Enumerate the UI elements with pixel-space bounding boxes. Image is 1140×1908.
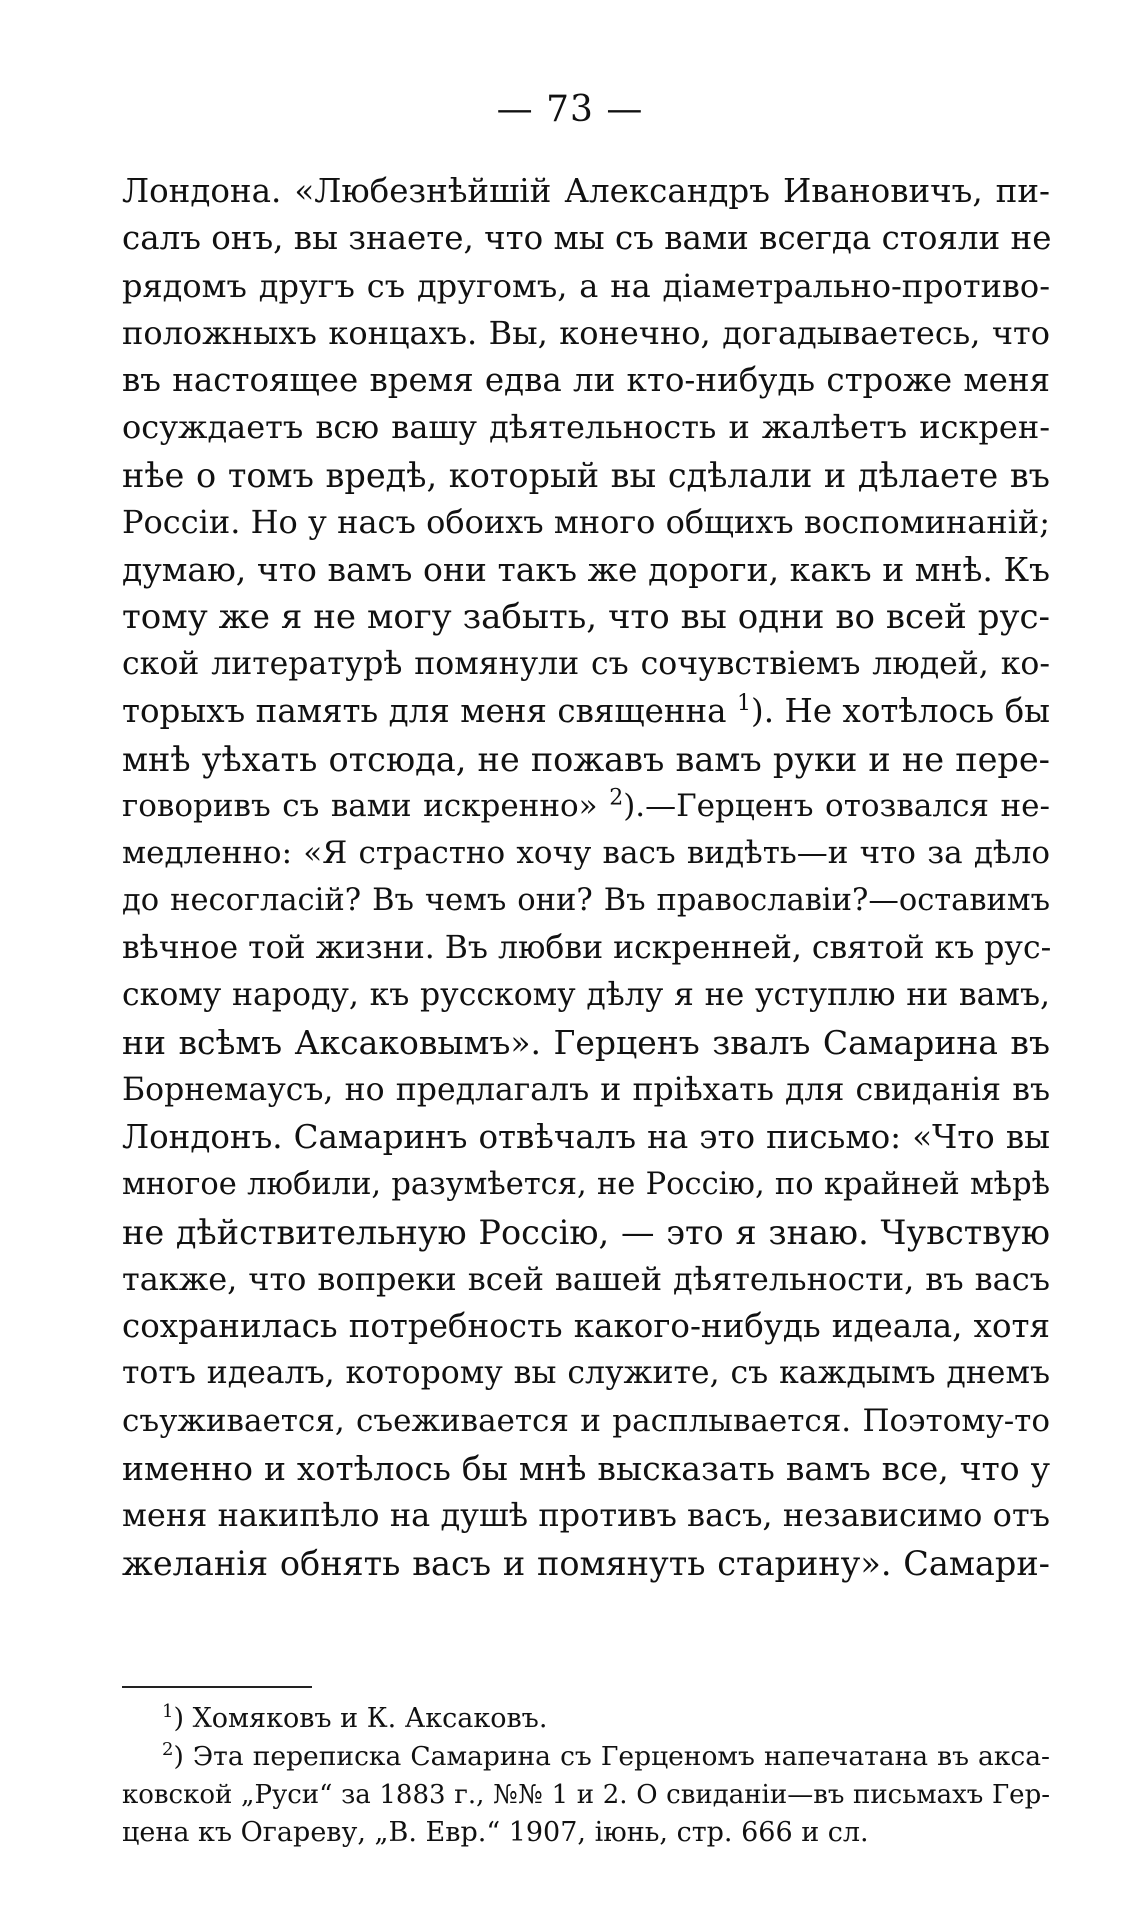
text-line-6: осуждаетъ всю вашу дѣятельность и жалѣетъ искрен- bbox=[122, 408, 1050, 447]
footnotes bbox=[122, 1700, 1050, 1852]
text-line-14 bbox=[122, 783, 1050, 830]
text-line-12-head: торыхъ память для меня священна bbox=[122, 692, 727, 731]
footnote-2-text-1: ) Эта переписка Самарина съ Герценомъ напечатана въ акса- bbox=[173, 1741, 1050, 1772]
text-line-21: Лондонъ. Самаринъ отвѣчалъ на это письмо: «Что вы bbox=[122, 1117, 1050, 1156]
text-line-13: мнѣ уѣхать отсюда, не пожавъ вамъ руки и не пере- bbox=[122, 739, 1050, 779]
text-line-16: до несогласій? Въ чемъ они? Въ православіи?—оставимъ bbox=[122, 883, 1050, 919]
footnote-ref-1: 1 bbox=[737, 691, 752, 717]
text-line-29: меня накипѣло на душѣ противъ васъ, независимо отъ bbox=[122, 1496, 1050, 1535]
footnote-ref-2: 2 bbox=[609, 785, 624, 811]
text-line-26: тотъ идеалъ, которому вы служите, съ каждымъ днемъ bbox=[122, 1355, 1050, 1392]
footnote-1 bbox=[122, 1700, 1050, 1738]
footnote-2-line-2: ковской „Руси“ за 1883 г., №№ 1 и 2. О свиданіи—въ письмахъ Гер- bbox=[122, 1780, 1050, 1810]
footnote-2-line-3: цена къ Огареву, „В. Евр.“ 1907, іюнь, стр. 666 и сл. bbox=[122, 1817, 869, 1848]
text-line-2: салъ онъ, вы знаете, что мы съ вами всегда стояли не bbox=[122, 219, 1052, 258]
page-number: — 73 — bbox=[496, 89, 644, 130]
text-line-7: нѣе о томъ вредѣ, который вы сдѣлали и дѣлаете въ bbox=[122, 455, 1050, 495]
footnote-2-line-1 bbox=[122, 1738, 1050, 1776]
body-text bbox=[122, 168, 1050, 1587]
text-line-12-tail: ). Не хотѣлось бы bbox=[751, 692, 1050, 731]
text-line-20: Борнемаусъ, но предлагалъ и пріѣхать для свиданія въ bbox=[122, 1071, 1050, 1108]
text-line-25: сохранилась потребность какого-нибудь идеала, хотя bbox=[122, 1307, 1050, 1346]
text-line-9: думаю, что вамъ они такъ же дороги, какъ и мнѣ. Къ bbox=[122, 550, 1050, 590]
text-line-23: не дѣйствительную Россію, — это я знаю. Чувствую bbox=[122, 1212, 1050, 1252]
text-line-14-tail: ).—Герценъ отозвался не- bbox=[623, 787, 1050, 824]
text-line-12 bbox=[122, 688, 1050, 735]
text-line-3: рядомъ другъ съ другомъ, а на діаметрально-противо- bbox=[122, 266, 1050, 305]
text-line-17: вѣчное той жизни. Въ любви искренней, святой къ рус- bbox=[122, 929, 1052, 966]
text-line-15: медленно: «Я страстно хочу васъ видѣть—и что за дѣло bbox=[122, 835, 1050, 872]
text-line-27: съуживается, съеживается и расплывается. Поэтому-то bbox=[122, 1402, 1050, 1439]
footnote-divider bbox=[122, 1686, 312, 1688]
text-line-4: положныхъ концахъ. Вы, конечно, догадываетесь, что bbox=[122, 313, 1050, 352]
footnote-2-marker: 2 bbox=[162, 1739, 174, 1761]
text-line-19: ни всѣмъ Аксаковымъ». Герценъ звалъ Самарина въ bbox=[122, 1023, 1050, 1063]
text-line-5: въ настоящее время едва ли кто-нибудь строже меня bbox=[122, 361, 1050, 400]
text-line-11: ской литературѣ помянули съ сочувствіемъ людей, ко- bbox=[122, 645, 1050, 682]
footnote-1-marker: 1 bbox=[162, 1701, 174, 1722]
text-line-28: именно и хотѣлось бы мнѣ высказать вамъ все, что у bbox=[122, 1449, 1050, 1489]
text-line-1: Лондона. «Любезнѣйшій Александръ Ивановичъ, пи- bbox=[122, 172, 1050, 210]
text-line-14-head: говоривъ съ вами искренно» bbox=[122, 787, 598, 824]
text-line-22: многое любили, разумѣется, не Россію, по крайней мѣрѣ bbox=[122, 1167, 1050, 1203]
text-line-30: желанія обнять васъ и помянуть старину». Самари- bbox=[122, 1543, 1050, 1583]
footnote-1-text: ) Хомяковъ и К. Аксаковъ. bbox=[173, 1703, 548, 1734]
text-line-24: также, что вопреки всей вашей дѣятельности, въ васъ bbox=[122, 1259, 1050, 1298]
text-line-18: скому народу, къ русскому дѣлу я не уступлю ни вамъ, bbox=[122, 977, 1050, 1014]
text-line-10: тому же я не могу забыть, что вы одни во всей рус- bbox=[122, 596, 1050, 637]
text-line-8: Россіи. Но у насъ обоихъ много общихъ воспоминаній; bbox=[122, 503, 1050, 542]
